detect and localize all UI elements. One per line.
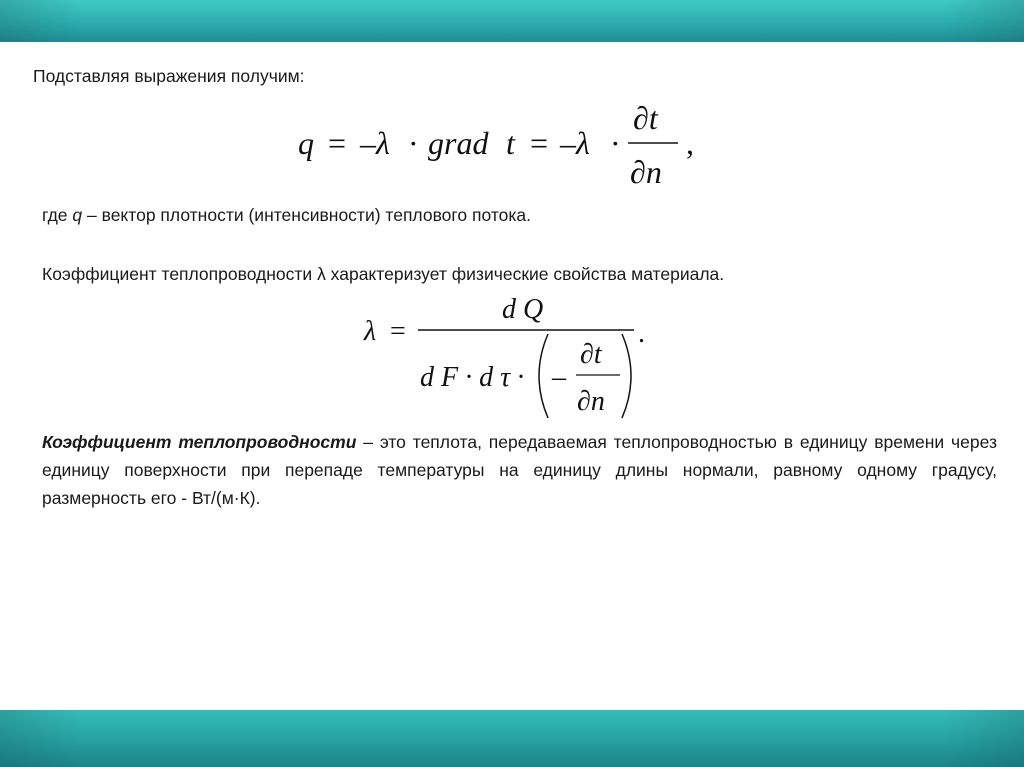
top-decorative-band [0,0,1024,42]
formula1-dot-2: · [610,125,621,161]
intro-text: Подставляя выражения получим: [33,66,305,86]
q-def-symbol: q [72,205,83,225]
formula2-period: . [638,318,645,349]
formula1-comma: , [686,125,694,161]
formula2-equals: = [390,316,406,347]
q-definition [42,202,531,228]
formula1-equals: = [328,125,347,161]
formula2-inner-numerator: ∂t [580,339,602,370]
formula2-denominator-left: d F · d τ · [420,362,525,393]
formula1-numerator: ∂t [633,100,658,136]
formula1-denominator: ∂n [630,154,662,190]
formula1-minus-lambda-2: –λ [560,125,590,161]
formula2-right-paren [622,334,631,418]
formula2-minus: – [552,362,566,393]
definition-text: – это теплота, передаваемая теплопроводностью в единицу времени через единицу поверхности при перепаде температуры на единицу длины нормали, равному одному градусу, размерность его - Вт/(м·К). [42,432,997,508]
formula1-q: q [298,125,314,161]
formula2-lambda: λ [364,316,377,347]
q-def-prefix: где [42,205,73,225]
formula1-minus-lambda-1: –λ [360,125,390,161]
formula1-dot-1: · [408,125,419,161]
formula2-left-paren [539,334,548,418]
formula2-inner-denominator: ∂n [577,386,605,417]
conductivity-definition [42,428,997,512]
bottom-decorative-band [0,710,1024,767]
formula1-grad: grad [428,125,489,161]
formula2-numerator: d Q [502,294,544,325]
formula1-equals-2: = [530,125,549,161]
formula1-t: t [506,125,515,161]
q-def-rest: – вектор плотности (интенсивности) теплового потока. [82,205,532,225]
definition-term: Коэффициент теплопроводности [42,432,357,452]
lambda-sentence: Коэффициент теплопроводности λ характеризует физические свойства материала. [42,264,725,284]
